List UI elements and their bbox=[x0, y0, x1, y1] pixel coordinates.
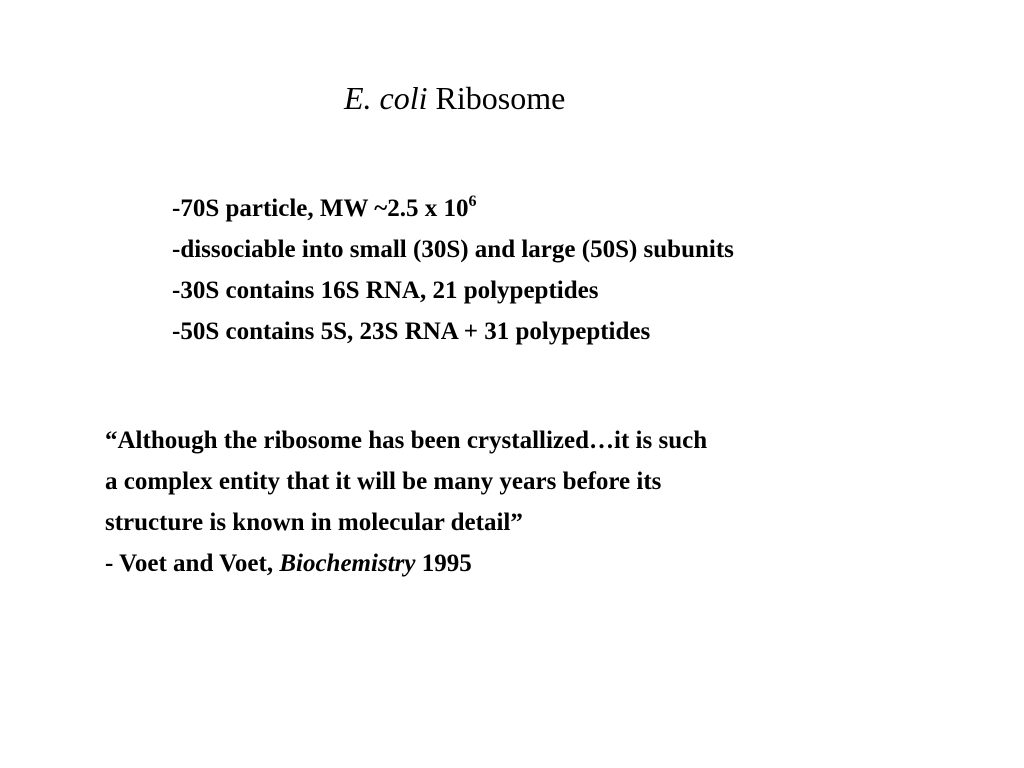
title-species: E. coli bbox=[344, 80, 428, 116]
fact-line-1-exponent: 6 bbox=[468, 193, 477, 210]
quote-line-3: structure is known in molecular detail” bbox=[105, 509, 523, 536]
quote-line-2: a complex entity that it will be many years before its bbox=[105, 468, 662, 495]
attribution-source: Biochemistry bbox=[279, 550, 416, 577]
fact-line-2: -dissociable into small (30S) and large (50S) subunits bbox=[172, 236, 734, 263]
fact-line-3: -30S contains 16S RNA, 21 polypeptides bbox=[172, 277, 599, 304]
title-subject: Ribosome bbox=[435, 80, 566, 116]
quote-attribution bbox=[105, 543, 707, 584]
attribution-authors: - Voet and Voet, bbox=[105, 550, 274, 577]
quote-line-1: “Although the ribosome has been crystallized…it is such bbox=[105, 427, 708, 454]
quote-block bbox=[105, 420, 707, 584]
fact-list bbox=[172, 188, 734, 352]
fact-line-4: -50S contains 5S, 23S RNA + 31 polypeptides bbox=[172, 318, 651, 345]
slide-title bbox=[344, 78, 565, 118]
fact-line-1-text: -70S particle, MW ~2.5 x 10 bbox=[172, 195, 469, 222]
fact-line-1 bbox=[172, 188, 734, 229]
attribution-year: 1995 bbox=[421, 550, 472, 577]
